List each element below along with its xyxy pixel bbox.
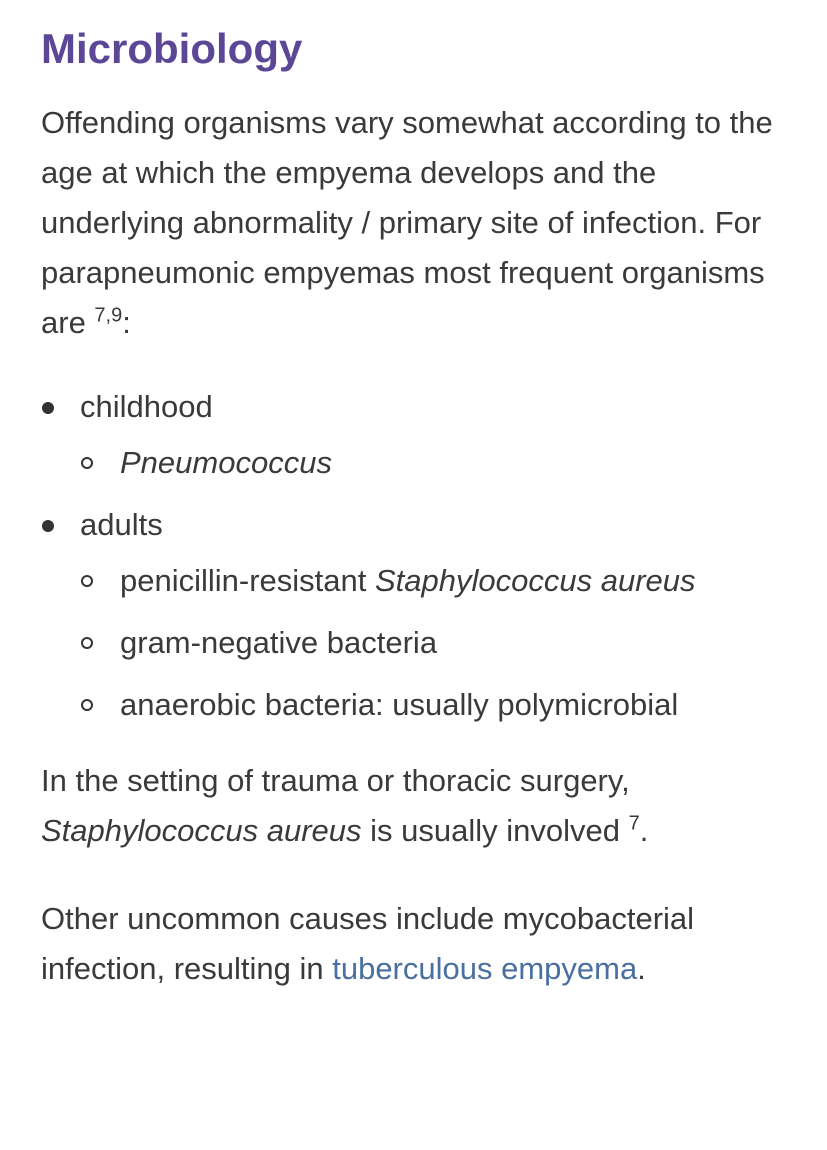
- organism-prefix: anaerobic bacteria: usually polymicrobial: [120, 687, 679, 722]
- circle-bullet-icon: [81, 575, 93, 587]
- sublist-item: [80, 438, 801, 488]
- circle-bullet-icon: [81, 457, 93, 469]
- organism-prefix: penicillin-resistant: [120, 563, 375, 598]
- article-section: [41, 22, 801, 994]
- sublist-childhood: [80, 438, 801, 488]
- intro-suffix: :: [122, 305, 131, 340]
- sublist-item: [80, 618, 801, 668]
- sublist-item: [80, 680, 801, 730]
- trauma-paragraph: [41, 756, 801, 856]
- section-title: Microbiology: [41, 25, 303, 72]
- list-item-childhood: [41, 382, 801, 488]
- citation-ref[interactable]: 7: [628, 812, 640, 835]
- organism-name: Staphylococcus aureus: [375, 563, 696, 598]
- circle-bullet-icon: [81, 699, 93, 711]
- citation-ref[interactable]: 7,9: [94, 304, 123, 327]
- trauma-suffix: .: [639, 813, 649, 848]
- organism-name: Pneumococcus: [120, 445, 332, 480]
- sublist-adults: [80, 556, 801, 730]
- sublist-item: [80, 556, 801, 606]
- organism-list: [41, 382, 801, 730]
- other-causes-paragraph: [41, 894, 801, 994]
- intro-text: Offending organisms vary somewhat according to the age at which the empyema develops and the underlying abnormality / primary site of infection. For parapneumonic empyemas most frequent organisms are: [41, 105, 773, 340]
- trauma-organism: Staphylococcus aureus: [41, 813, 362, 848]
- bullet-icon: [42, 520, 54, 532]
- other-suffix: .: [637, 951, 646, 986]
- trauma-prefix: In the setting of trauma or thoracic surgery,: [41, 763, 630, 798]
- tuberculous-empyema-link[interactable]: tuberculous empyema: [332, 951, 638, 986]
- organism-prefix: gram-negative bacteria: [120, 625, 438, 660]
- other-text: Other uncommon causes include mycobacterial infection, resulting in: [41, 901, 695, 986]
- trauma-middle: is usually involved: [361, 813, 629, 848]
- list-item-label: childhood: [80, 389, 213, 424]
- intro-paragraph: [41, 98, 801, 348]
- list-item-label: adults: [80, 507, 163, 542]
- bullet-icon: [42, 402, 54, 414]
- circle-bullet-icon: [81, 637, 93, 649]
- list-item-adults: [41, 500, 801, 730]
